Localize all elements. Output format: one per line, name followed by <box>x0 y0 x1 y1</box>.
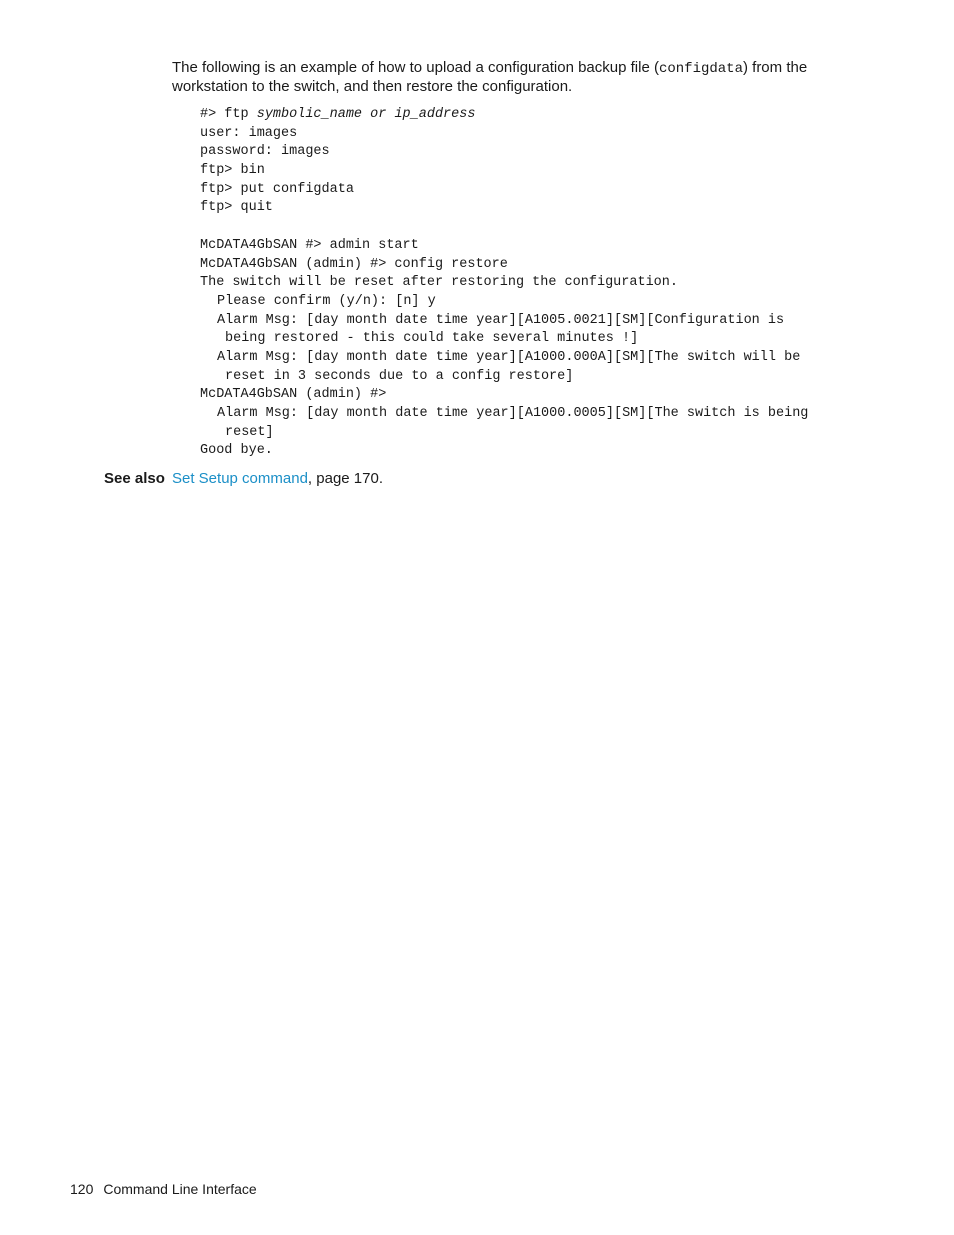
code-ftp-prompt: #> ftp <box>200 107 257 122</box>
intro-text-after: ) from the workstation to the switch, and then restore the configuration. <box>172 59 808 95</box>
code-line-alarm-1: Alarm Msg: [day month date time year][A1005.0021][SM][Configuration is <box>217 312 785 328</box>
code-line-alarm-1-cont: being restored - this could take several minutes !] <box>225 331 639 347</box>
intro-paragraph <box>172 59 842 96</box>
code-line-bin: ftp> bin <box>200 163 265 179</box>
footer-section-title: Command Line Interface <box>103 1181 257 1197</box>
code-line-ftp <box>200 106 808 125</box>
see-also-label: See also <box>104 470 165 487</box>
intro-filename: configdata <box>658 61 743 77</box>
code-line-admin-prompt: McDATA4GbSAN (admin) #> <box>200 387 387 403</box>
see-also <box>104 470 383 488</box>
code-line-alarm-2-cont: reset in 3 seconds due to a config restore] <box>225 368 574 384</box>
code-line-alarm-3: Alarm Msg: [day month date time year][A1000.0005][SM][The switch is being <box>217 406 809 421</box>
code-example <box>200 106 808 461</box>
code-line-confirm: Please confirm (y/n): [n] y <box>217 293 436 309</box>
intro-text-before: The following is an example of how to upload a configuration backup file ( <box>172 59 659 76</box>
code-line-alarm-3-cont: reset] <box>225 424 274 440</box>
code-line-reset-notice: The switch will be reset after restoring the configuration. <box>200 275 678 291</box>
set-setup-command-link[interactable]: Set Setup command <box>172 470 308 487</box>
page-number: 120 <box>70 1181 94 1197</box>
code-line-config-restore: McDATA4GbSAN (admin) #> config restore <box>200 256 508 272</box>
page-footer <box>70 1180 257 1198</box>
code-line-quit: ftp> quit <box>200 200 273 216</box>
code-line-blank <box>200 218 808 237</box>
code-line-put: ftp> put configdata <box>200 181 354 197</box>
code-line-user: user: images <box>200 125 298 141</box>
code-line-admin-start: McDATA4GbSAN #> admin start <box>200 237 419 253</box>
code-line-goodbye: Good bye. <box>200 443 273 459</box>
see-also-suffix: , page 170. <box>307 470 383 487</box>
code-line-password: password: images <box>200 144 330 160</box>
code-ftp-argument: symbolic_name or ip_address <box>256 107 476 122</box>
code-line-alarm-2: Alarm Msg: [day month date time year][A1000.000A][SM][The switch will be <box>217 349 801 365</box>
